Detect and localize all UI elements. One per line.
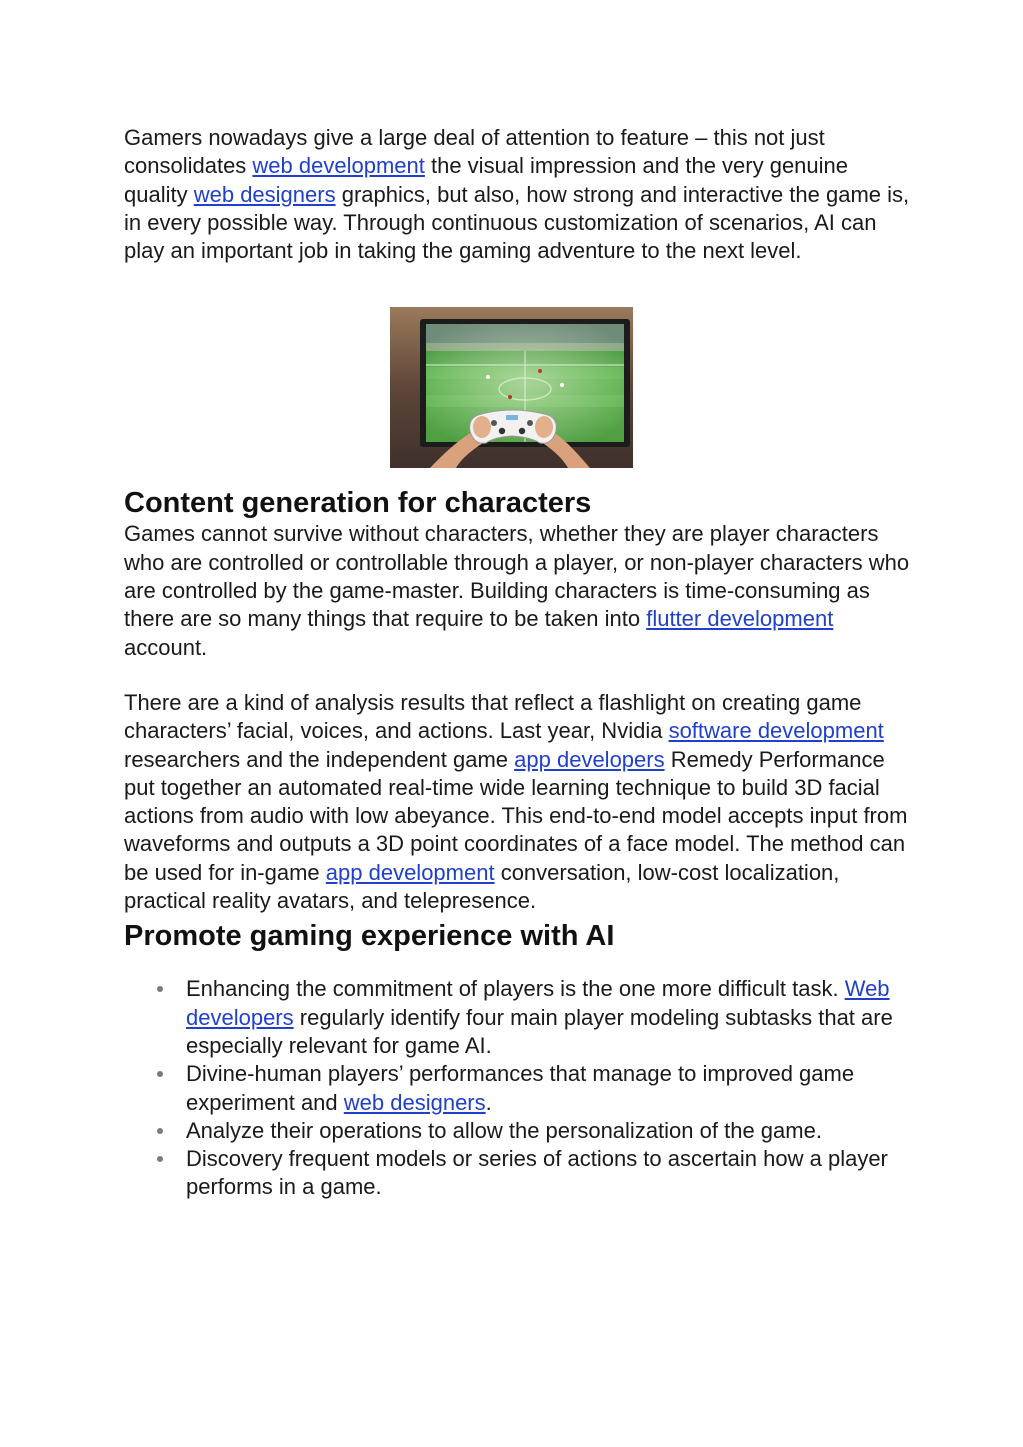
link-web-designers[interactable]: web designers: [193, 181, 336, 207]
list-item-text-2: regularly identify four main player modeling subtasks that are especially relevant for game AI.: [186, 1004, 893, 1058]
link-app-development[interactable]: app development: [325, 859, 495, 885]
bullet-icon: [157, 1128, 163, 1134]
section1-p1-text-1: Games cannot survive without characters, whether they are player characters who are controlled or controllable through a player, or non-player characters who are controlled by the game-master. Building characters is time-consuming as there are so many things that require to be taken into: [124, 521, 910, 632]
link-app-developers[interactable]: app developers: [514, 746, 665, 772]
list-item: [186, 975, 914, 1060]
section-heading-content-generation: Content generation for characters: [124, 487, 592, 520]
list-item: [186, 1145, 914, 1202]
bullet-icon: [157, 986, 163, 992]
section1-p2-text-2: researchers and the independent game: [124, 746, 515, 772]
intro-text-1: Gamers nowadays give a large deal of attention to feature – this not just consolidates: [124, 125, 825, 179]
document-content: [124, 124, 914, 1202]
bullet-icon: [157, 1071, 163, 1077]
section1-p1-text-2: account.: [124, 634, 208, 660]
link-software-development[interactable]: software development: [668, 718, 884, 744]
bullet-list: [124, 975, 914, 1201]
list-item-text-1: Divine-human players’ performances that manage to improved game experiment and: [186, 1061, 855, 1115]
gamer-controller-tv-image: [390, 307, 633, 468]
section1-p2-text-1: There are a kind of analysis results that reflect a flashlight on creating game characters’ facial, voices, and actions. Last year, Nvidia: [124, 689, 862, 744]
gaming-photo: [390, 307, 633, 468]
list-item: [186, 1060, 914, 1117]
section1-p2-text-3: Remedy Performance put together an automated real-time wide learning technique to build 3D facial actions from audio with low abeyance. This end-to-end model accepts input from waveforms and outputs a 3D point coordinates of a face model. The method can be used for in-game: [124, 746, 908, 885]
list-item-text-1: Analyze their operations to allow the personalization of the game.: [186, 1117, 822, 1143]
section1-paragraph-2: [124, 689, 914, 915]
bullet-icon: [157, 1156, 163, 1162]
list-item-text-2: .: [485, 1089, 492, 1115]
section-heading-promote-gaming: Promote gaming experience with AI: [124, 920, 615, 953]
intro-paragraph: [124, 124, 914, 265]
list-item: [186, 1117, 914, 1145]
paragraph-spacer: [124, 662, 914, 689]
link-web-development[interactable]: web development: [252, 153, 425, 179]
section1-paragraph-1: [124, 520, 914, 661]
link-web-designers-2[interactable]: web designers: [343, 1089, 486, 1115]
list-item-text-1: Enhancing the commitment of players is the one more difficult task.: [186, 976, 845, 1002]
intro-text-2: the visual impression and the very genuine quality: [124, 153, 849, 207]
intro-text-3: graphics, but also, how strong and interactive the game is, in every possible way. Through continuous customization of scenarios, AI can play an important job in taking the gaming adventure to the next level.: [124, 181, 910, 264]
section1-p2-text-4: conversation, low-cost localization, practical reality avatars, and telepresence.: [124, 859, 840, 914]
list-item-text-1: Discovery frequent models or series of actions to ascertain how a player performs in a game.: [186, 1146, 888, 1200]
link-web-developers[interactable]: Web developers: [186, 976, 890, 1030]
link-flutter-development[interactable]: flutter development: [646, 606, 834, 632]
